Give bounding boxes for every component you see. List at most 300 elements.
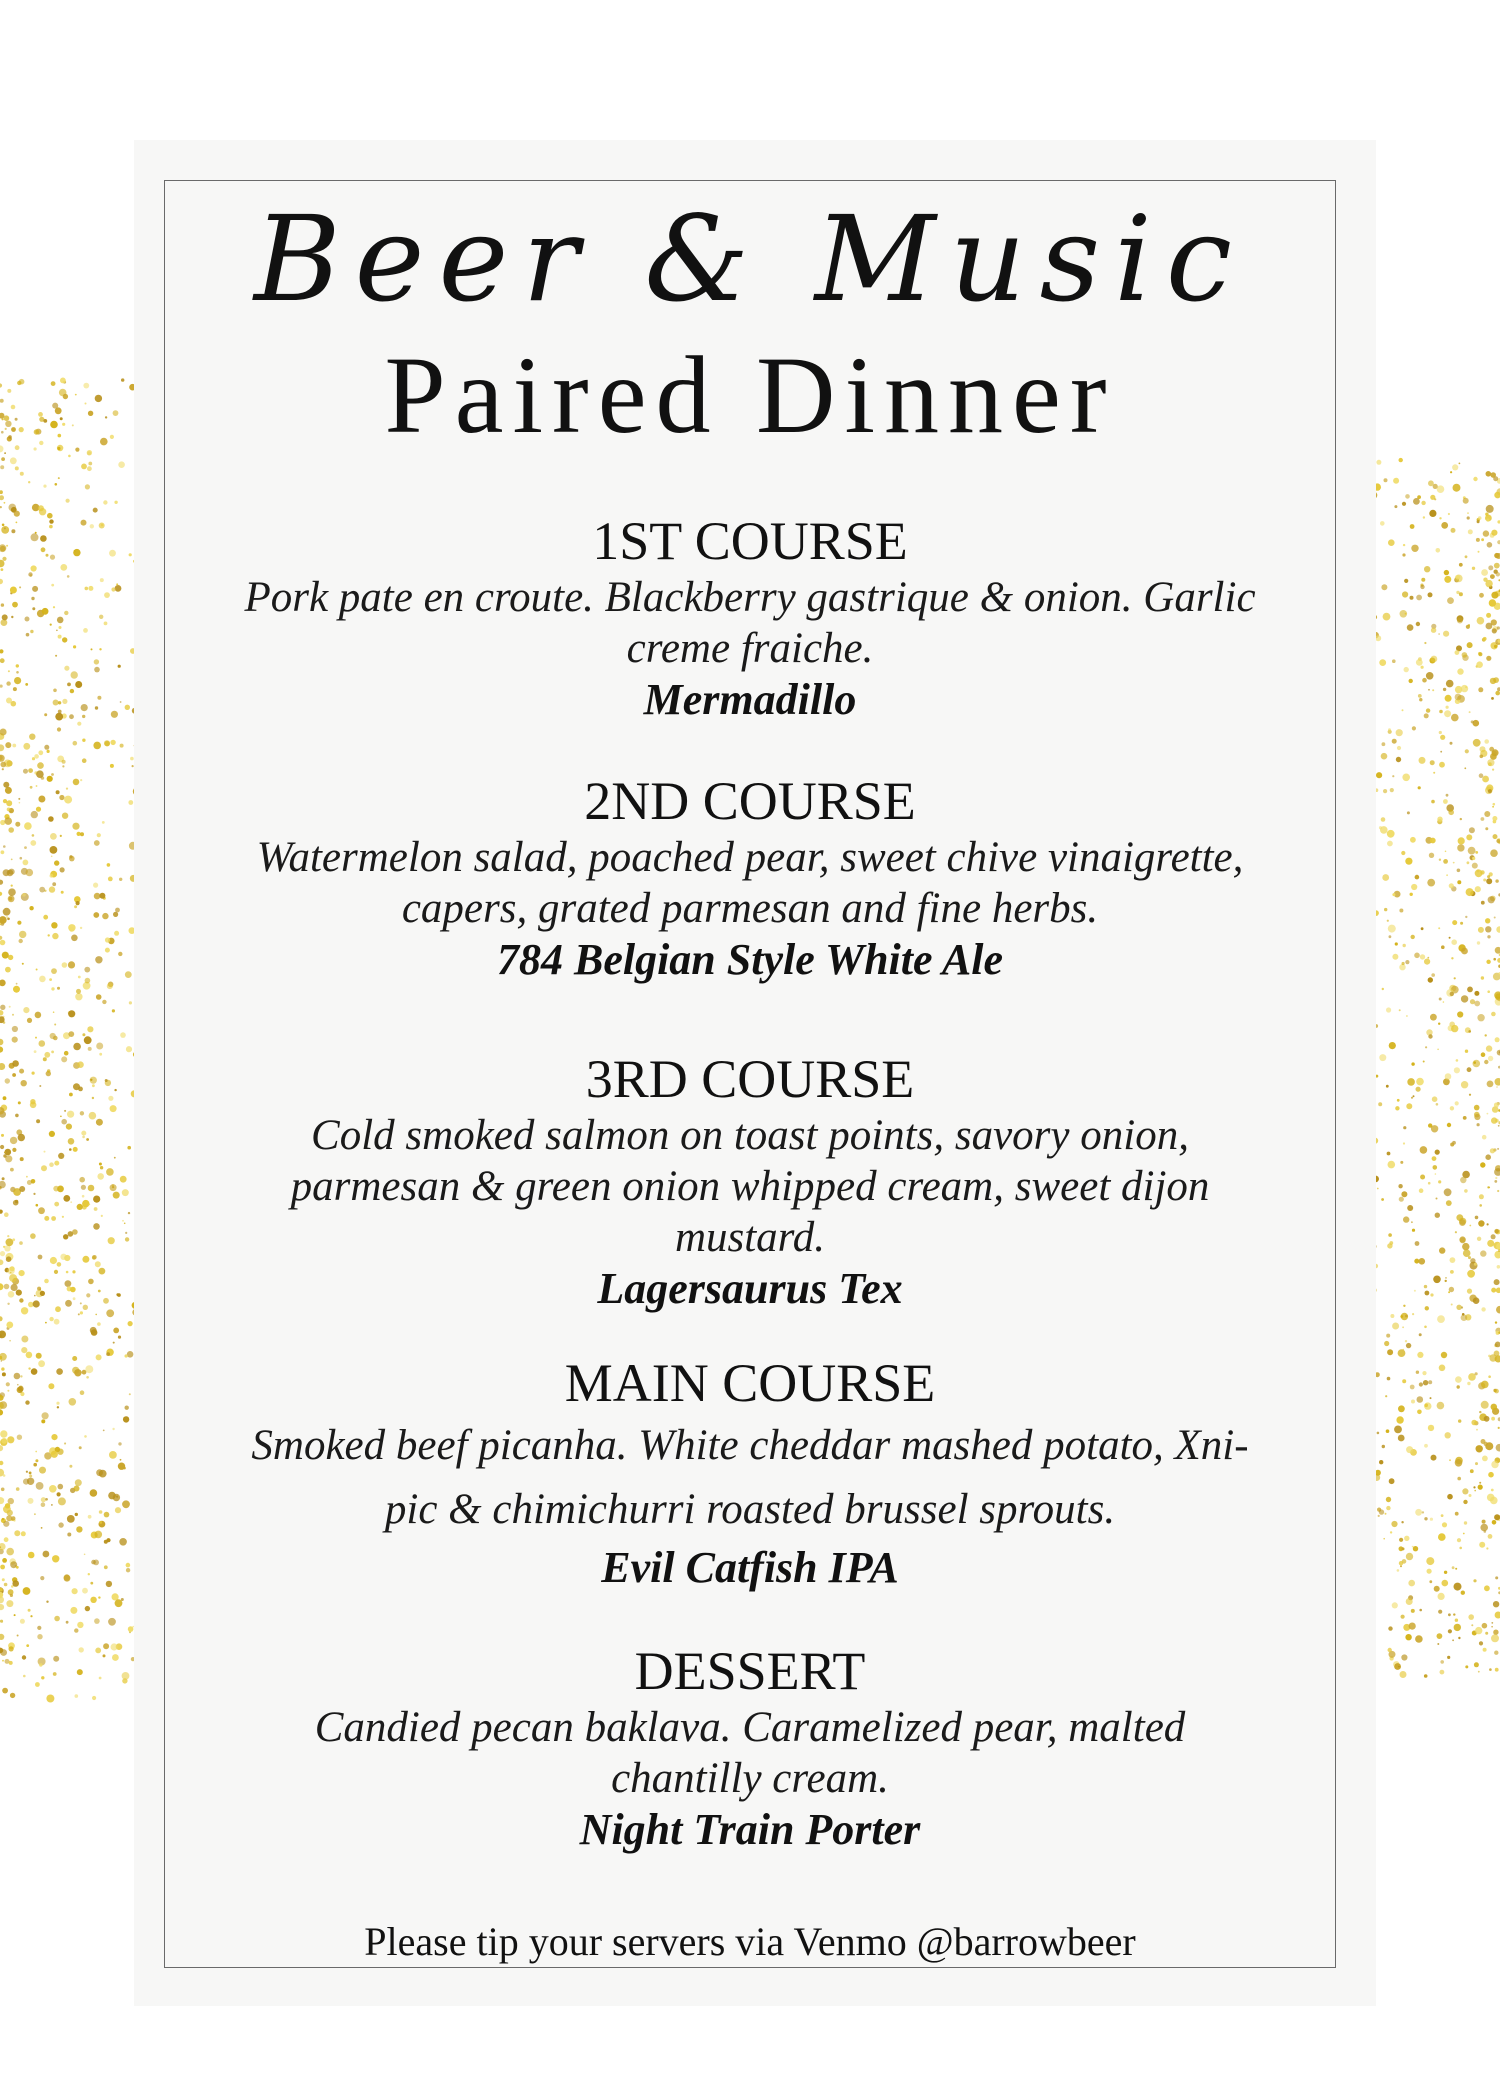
glitter-dot <box>111 587 115 591</box>
glitter-dot <box>1421 927 1424 930</box>
glitter-dot <box>8 1291 15 1298</box>
glitter-dot <box>1388 1161 1396 1169</box>
glitter-dot <box>1416 1078 1424 1086</box>
glitter-dot <box>67 683 71 687</box>
glitter-dot <box>18 1134 25 1141</box>
glitter-dot <box>1382 1445 1385 1448</box>
glitter-dot <box>1 568 4 571</box>
glitter-dot <box>1489 599 1496 606</box>
glitter-dot <box>82 1195 85 1198</box>
glitter-dot <box>20 1375 22 1377</box>
glitter-dot <box>1495 1576 1498 1579</box>
glitter-dot <box>1439 859 1441 861</box>
course-title: 3RD COURSE <box>585 1049 915 1109</box>
glitter-dot <box>53 606 55 608</box>
glitter-dot <box>68 455 71 458</box>
glitter-dot <box>121 378 124 381</box>
glitter-dot <box>32 607 35 610</box>
glitter-dot <box>95 956 102 963</box>
glitter-dot <box>1495 1177 1497 1179</box>
glitter-dot <box>1486 613 1491 618</box>
glitter-dot <box>128 1212 130 1214</box>
glitter-dot <box>1457 668 1463 674</box>
glitter-dot <box>50 874 54 878</box>
glitter-dot <box>58 477 60 479</box>
glitter-dot <box>1495 1612 1500 1619</box>
glitter-dot <box>51 381 56 386</box>
glitter-dot <box>1495 947 1500 954</box>
glitter-dot <box>1494 1229 1499 1234</box>
glitter-dot <box>1437 1633 1443 1639</box>
glitter-dot <box>1468 1614 1474 1620</box>
glitter-dot <box>1471 1624 1473 1626</box>
glitter-dot <box>1487 875 1490 878</box>
glitter-dot <box>33 1463 37 1467</box>
glitter-dot <box>1405 858 1412 865</box>
glitter-dot <box>1410 596 1414 600</box>
glitter-dot <box>1487 1240 1494 1247</box>
glitter-dot <box>75 1694 79 1698</box>
glitter-dot <box>0 658 5 663</box>
glitter-dot <box>41 547 46 552</box>
glitter-dot <box>20 1619 25 1624</box>
glitter-dot <box>13 687 17 691</box>
glitter-dot <box>88 586 93 591</box>
course-main <box>164 1352 1336 1594</box>
glitter-dot <box>64 611 68 615</box>
glitter-dot <box>1478 687 1483 692</box>
glitter-dot <box>1476 661 1483 668</box>
glitter-dot <box>113 912 118 917</box>
glitter-dot <box>1424 1285 1427 1288</box>
glitter-dot <box>1463 1249 1471 1257</box>
glitter-dot <box>1442 1522 1447 1527</box>
glitter-dot <box>1431 973 1435 977</box>
glitter-dot <box>1392 893 1395 896</box>
glitter-dot <box>38 750 43 755</box>
glitter-dot <box>52 882 56 886</box>
glitter-dot <box>1428 1380 1432 1384</box>
glitter-dot <box>56 1368 63 1375</box>
glitter-dot <box>77 1669 83 1675</box>
glitter-dot <box>1 1488 5 1492</box>
glitter-dot <box>85 1606 90 1611</box>
glitter-dot <box>27 1180 32 1185</box>
glitter-dot <box>99 523 105 529</box>
glitter-dot <box>1416 622 1420 626</box>
glitter-dot <box>1471 720 1474 723</box>
glitter-dot <box>1392 659 1396 663</box>
glitter-dot <box>1492 816 1497 821</box>
glitter-dot <box>1405 613 1407 615</box>
glitter-dot <box>1382 874 1389 881</box>
glitter-dot <box>80 832 84 836</box>
glitter-dot <box>69 1398 77 1406</box>
glitter-dot <box>1388 1648 1392 1652</box>
glitter-dot <box>1480 870 1484 874</box>
glitter-dot <box>113 1342 115 1344</box>
glitter-dot <box>1392 775 1394 777</box>
glitter-dot <box>1480 755 1484 759</box>
glitter-dot <box>1491 1012 1496 1017</box>
glitter-dot <box>1401 851 1405 855</box>
glitter-dot <box>120 1459 122 1461</box>
glitter-dot <box>1421 578 1425 582</box>
glitter-dot <box>0 1445 3 1451</box>
glitter-dot <box>123 1467 126 1470</box>
glitter-dot <box>95 706 98 709</box>
glitter-dot <box>1406 1446 1413 1453</box>
glitter-dot <box>21 1347 27 1353</box>
glitter-dot <box>77 1622 83 1628</box>
glitter-dot <box>81 704 88 711</box>
glitter-dot <box>1448 1613 1451 1616</box>
glitter-dot <box>12 1014 14 1016</box>
tip-note: Please tip your servers via Venmo @barrowbeer <box>364 1919 1136 1964</box>
glitter-dot <box>0 506 2 508</box>
glitter-dot <box>1465 1050 1468 1053</box>
glitter-dot <box>1493 1630 1498 1635</box>
glitter-dot <box>1427 957 1429 959</box>
glitter-dot <box>70 1201 72 1203</box>
glitter-dot <box>41 1676 44 1679</box>
glitter-dot <box>1495 1668 1499 1672</box>
glitter-dot <box>97 1322 101 1326</box>
glitter-dot <box>1467 987 1473 993</box>
glitter-dot <box>105 948 110 953</box>
glitter-dot <box>82 1033 85 1036</box>
glitter-dot <box>80 1390 85 1395</box>
glitter-dot <box>89 1112 97 1120</box>
glitter-dot <box>126 1563 131 1568</box>
glitter-dot <box>99 615 103 619</box>
glitter-dot <box>21 1336 28 1343</box>
glitter-dot <box>1411 1062 1414 1065</box>
glitter-dot <box>55 713 63 721</box>
glitter-dot <box>118 1442 121 1445</box>
glitter-dot <box>1467 1289 1472 1294</box>
glitter-dot <box>1405 494 1410 499</box>
glitter-dot <box>44 713 47 716</box>
glitter-dot <box>51 922 57 928</box>
glitter-dot <box>1424 1404 1428 1408</box>
glitter-dot <box>1490 472 1496 478</box>
glitter-dot <box>34 429 39 434</box>
glitter-dot <box>1451 714 1459 722</box>
glitter-dot <box>1481 1307 1485 1311</box>
glitter-dot <box>1425 1306 1429 1310</box>
glitter-dot <box>23 769 28 774</box>
glitter-dot <box>115 1507 121 1513</box>
glitter-dot <box>0 1210 3 1214</box>
glitter-dot <box>74 550 76 552</box>
glitter-dot <box>52 933 58 939</box>
glitter-dot <box>1412 1229 1415 1232</box>
glitter-dot <box>1401 1615 1405 1619</box>
glitter-dot <box>1387 1152 1391 1156</box>
glitter-dot <box>1426 708 1430 712</box>
glitter-dot <box>1473 1579 1476 1582</box>
glitter-dot <box>1444 570 1449 575</box>
glitter-dot <box>124 1223 126 1225</box>
glitter-dot <box>45 1322 47 1324</box>
glitter-dot <box>1440 735 1445 740</box>
glitter-dot <box>123 1416 129 1422</box>
glitter-dot <box>1461 1081 1468 1088</box>
glitter-dot <box>1469 1094 1471 1096</box>
glitter-dot <box>65 1280 72 1287</box>
glitter-dot <box>48 1383 54 1389</box>
glitter-dot <box>50 624 52 626</box>
glitter-dot <box>1419 1258 1426 1265</box>
glitter-dot <box>1410 893 1413 896</box>
glitter-dot <box>93 883 98 888</box>
glitter-dot <box>1491 1404 1498 1411</box>
glitter-dot <box>1444 576 1451 583</box>
glitter-dot <box>1485 918 1490 923</box>
glitter-dot <box>0 744 4 751</box>
glitter-dot <box>1453 1613 1455 1615</box>
glitter-dot <box>1412 726 1416 730</box>
glitter-dot <box>79 1446 82 1449</box>
glitter-dot <box>1473 477 1477 481</box>
glitter-dot <box>16 983 18 985</box>
glitter-dot <box>1477 1014 1484 1021</box>
glitter-dot <box>1410 524 1415 529</box>
glitter-dot <box>1469 827 1475 833</box>
glitter-dot <box>30 840 36 846</box>
glitter-dot <box>0 1005 5 1010</box>
glitter-dot <box>1460 922 1463 925</box>
glitter-dot <box>1403 544 1405 546</box>
glitter-dot <box>0 880 3 885</box>
glitter-dot <box>1379 659 1386 666</box>
glitter-dot <box>112 1009 115 1012</box>
glitter-dot <box>1411 1400 1415 1404</box>
glitter-dot <box>1483 530 1489 536</box>
glitter-dot <box>1479 593 1484 598</box>
glitter-dot <box>92 1084 95 1087</box>
glitter-dot <box>6 800 12 806</box>
page-subtitle: Paired Dinner <box>384 334 1116 456</box>
glitter-dot <box>1422 678 1427 683</box>
glitter-dot <box>94 667 100 673</box>
glitter-dot <box>85 978 91 984</box>
glitter-dot <box>1478 551 1480 553</box>
glitter-dot <box>51 584 54 587</box>
glitter-dot <box>106 1168 114 1176</box>
glitter-dot <box>74 1628 78 1632</box>
glitter-dot <box>1457 880 1461 884</box>
glitter-dot <box>31 1072 34 1075</box>
glitter-dot <box>1477 869 1480 872</box>
glitter-dot <box>72 823 79 830</box>
glitter-dot <box>1428 592 1433 597</box>
glitter-dot <box>1 1134 4 1137</box>
glitter-dot <box>43 419 47 423</box>
glitter-dot <box>1429 510 1436 517</box>
glitter-dot <box>116 1496 118 1498</box>
glitter-dot <box>56 790 60 794</box>
glitter-dot <box>1399 909 1403 913</box>
glitter-dot <box>1447 1656 1450 1659</box>
glitter-dot <box>0 465 4 469</box>
glitter-dot <box>0 1283 4 1290</box>
glitter-dot <box>1478 927 1484 933</box>
glitter-dot <box>1451 1304 1453 1306</box>
course-dessert <box>164 1640 1336 1856</box>
glitter-dot <box>76 989 81 994</box>
glitter-dot <box>1401 1191 1407 1197</box>
glitter-dot <box>90 1489 98 1497</box>
glitter-dot <box>1494 1279 1500 1285</box>
glitter-dot <box>1381 584 1387 590</box>
glitter-dot <box>6 1256 12 1262</box>
glitter-dot <box>35 1012 42 1019</box>
glitter-dot <box>1444 1188 1452 1196</box>
glitter-dot <box>1381 753 1388 760</box>
glitter-dot <box>1455 1231 1457 1233</box>
course-description: Smoked beef picanha. White cheddar mashed potato, Xni-pic & chimichurri roasted brussel sprouts. <box>251 1422 1249 1533</box>
glitter-dot <box>48 816 54 822</box>
glitter-dot <box>23 1007 29 1013</box>
glitter-dot <box>1435 1173 1437 1175</box>
glitter-dot <box>5 421 11 427</box>
glitter-dot <box>110 764 114 768</box>
glitter-dot <box>1446 794 1449 797</box>
glitter-dot <box>1416 1371 1419 1374</box>
glitter-dot <box>1485 827 1488 830</box>
glitter-dot <box>1428 977 1433 982</box>
beer-pairing: Night Train Porter <box>579 1805 921 1854</box>
glitter-dot <box>1389 935 1392 938</box>
glitter-dot <box>82 715 85 718</box>
glitter-dot <box>1422 1371 1426 1375</box>
glitter-dot <box>0 1461 3 1465</box>
glitter-dot <box>1491 1461 1498 1468</box>
glitter-dot <box>1417 1396 1424 1403</box>
glitter-dot <box>16 1566 19 1569</box>
glitter-dot <box>80 779 82 781</box>
glitter-dot <box>83 628 88 633</box>
glitter-dot <box>3 908 11 916</box>
glitter-dot <box>64 1442 66 1444</box>
glitter-dot <box>107 983 113 989</box>
glitter-dot <box>43 1551 50 1558</box>
glitter-dot <box>1436 1198 1438 1200</box>
beer-pairing: Evil Catfish IPA <box>601 1543 899 1592</box>
glitter-dot <box>60 867 65 872</box>
glitter-dot <box>92 1696 96 1700</box>
glitter-dot <box>93 1196 100 1203</box>
glitter-dot <box>1462 652 1468 658</box>
glitter-dot <box>103 1430 105 1432</box>
glitter-dot <box>36 1353 42 1359</box>
glitter-dot <box>1416 1087 1421 1092</box>
glitter-dot <box>47 750 50 753</box>
glitter-dot <box>1484 1585 1490 1591</box>
glitter-dot <box>1470 999 1475 1004</box>
glitter-dot <box>0 1047 3 1053</box>
glitter-dot <box>44 1279 49 1284</box>
glitter-dot <box>0 1260 3 1266</box>
glitter-dot <box>4 1537 9 1542</box>
glitter-dot <box>100 578 104 582</box>
glitter-dot <box>1459 1219 1466 1226</box>
glitter-dot <box>87 450 92 455</box>
glitter-dot <box>72 1229 78 1235</box>
glitter-dot <box>26 1352 33 1359</box>
glitter-dot <box>1438 1610 1442 1614</box>
glitter-dot <box>64 666 69 671</box>
glitter-dot <box>34 754 39 759</box>
glitter-dot <box>30 630 33 633</box>
glitter-dot <box>1446 1200 1452 1206</box>
glitter-dot <box>8 895 15 902</box>
glitter-dot <box>1467 516 1470 519</box>
glitter-dot <box>11 405 16 410</box>
glitter-dot <box>1457 1385 1460 1388</box>
glitter-dot <box>1379 1460 1383 1464</box>
glitter-dot <box>1481 1381 1489 1389</box>
glitter-dot <box>1435 1213 1440 1218</box>
glitter-dot <box>54 1270 58 1274</box>
glitter-dot <box>1474 1490 1476 1492</box>
glitter-dot <box>1448 1629 1452 1633</box>
glitter-dot <box>72 1588 78 1594</box>
glitter-dot <box>90 1582 93 1585</box>
glitter-dot <box>15 466 19 470</box>
glitter-dot <box>1450 1106 1454 1110</box>
glitter-dot <box>51 1434 57 1440</box>
glitter-dot <box>1424 1444 1428 1448</box>
glitter-dot <box>127 1146 131 1150</box>
glitter-dot <box>1402 709 1404 711</box>
glitter-dot <box>1450 992 1454 996</box>
glitter-dot <box>1415 1635 1423 1643</box>
glitter-dot <box>62 423 65 426</box>
glitter-dot <box>10 1693 15 1698</box>
script-title-text: Beer & Music <box>253 190 1247 328</box>
glitter-dot <box>93 912 99 918</box>
glitter-dot <box>1438 927 1440 929</box>
glitter-dot <box>1446 874 1448 876</box>
glitter-dot <box>1430 1397 1432 1399</box>
glitter-dot <box>0 1251 5 1256</box>
glitter-dot <box>66 1271 69 1274</box>
glitter-dot <box>1486 1547 1488 1549</box>
glitter-dot <box>1455 686 1462 693</box>
glitter-dot <box>1455 694 1462 701</box>
glitter-dot <box>1451 957 1453 959</box>
glitter-dot <box>57 1492 61 1496</box>
glitter-dot <box>1448 513 1450 515</box>
glitter-dot <box>16 522 18 524</box>
glitter-dot <box>31 1368 38 1375</box>
glitter-dot <box>99 1677 102 1680</box>
glitter-dot <box>1493 958 1496 961</box>
glitter-dot <box>70 1607 77 1614</box>
glitter-dot <box>1493 834 1498 839</box>
glitter-dot <box>88 1185 95 1192</box>
glitter-dot <box>1403 944 1406 947</box>
glitter-dot <box>115 585 122 592</box>
glitter-dot <box>11 1284 18 1291</box>
glitter-dot <box>41 1419 45 1423</box>
glitter-dot <box>8 435 12 439</box>
glitter-dot <box>1381 1198 1384 1201</box>
glitter-dot <box>1395 1106 1399 1110</box>
